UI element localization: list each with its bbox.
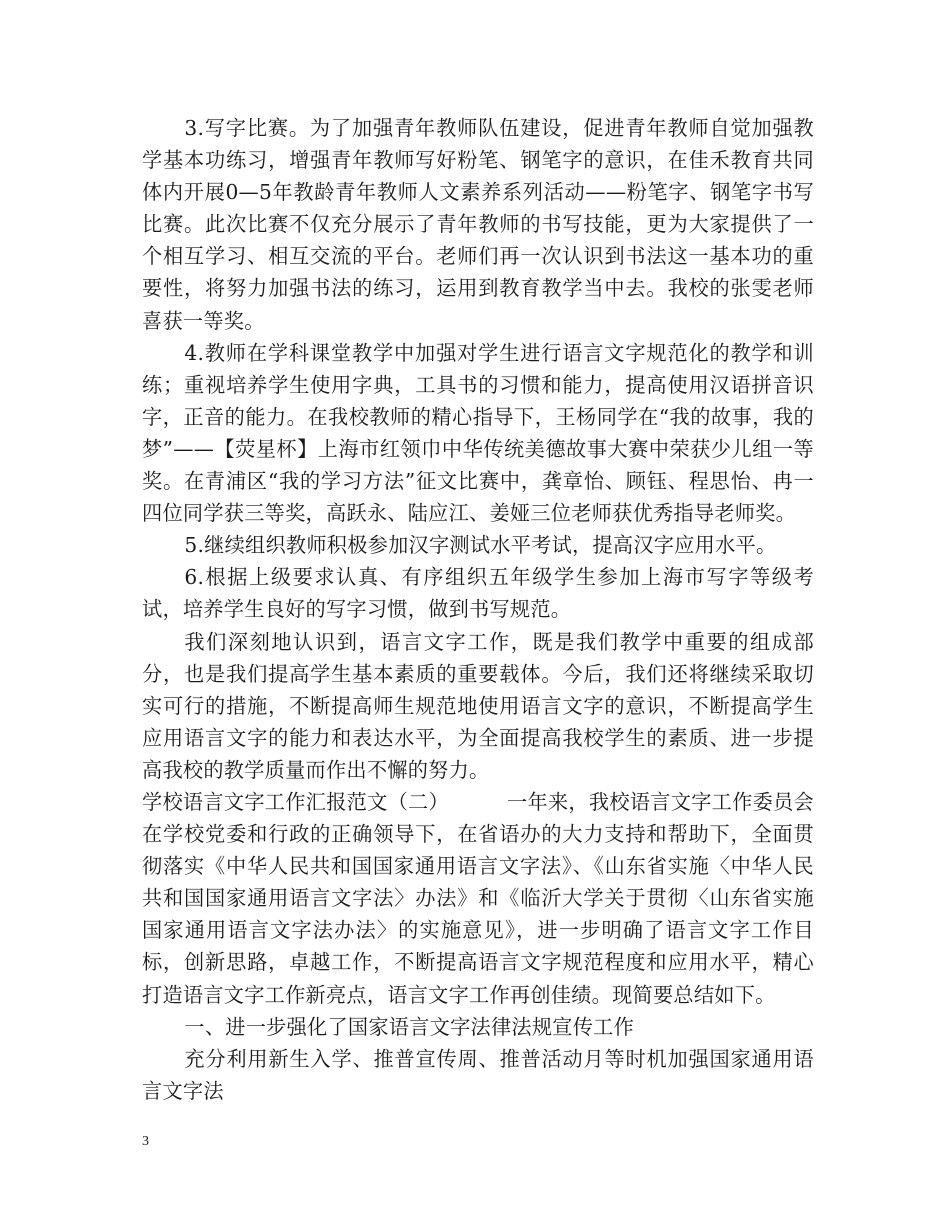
document-page bbox=[142, 112, 814, 1107]
paragraph-writing-contest: 3.写字比赛。为了加强青年教师队伍建设，促进青年教师自觉加强教学基本功练习，增强青年教师写好粉笔、钢笔字的意识，在佳禾教育共同体内开展0—5年教龄青年教师人文素养系列活动——粉笔字、钢笔字书写比赛。此次比赛不仅充分展示了青年教师的书写技能，更为大家提供了一个相互学习、相互交流的平台。老师们再一次认识到书法这一基本功的重要性，将努力加强书法的练习，运用到教育教学当中去。我校的张雯老师喜获一等奖。 bbox=[142, 116, 814, 333]
paragraph-classroom-teaching: 4.教师在学科课堂教学中加强对学生进行语言文字规范化的教学和训练；重视培养学生使用字典，工具书的习惯和能力，提高使用汉语拼音识字，正音的能力。在我校教师的精心指导下，王杨同学在“我的故事，我的梦”——【荧星杯】上海市红领巾中华传统美德故事大赛中荣获少儿组一等奖。在青浦区“我的学习方法”征文比赛中，龚章怡、顾钰、程思怡、冉一四位同学获三等奖，高跃永、陆应江、姜娅三位老师获优秀指导老师奖。 bbox=[142, 340, 814, 526]
paragraph-character-test: 5.继续组织教师积极参加汉字测试水平考试，提高汉字应用水平。 bbox=[184, 533, 777, 558]
section-title: 学校语言文字工作汇报范文（二） bbox=[142, 789, 449, 814]
heading-one: 一、进一步强化了国家语言文字法律法规宣传工作 bbox=[184, 1014, 635, 1039]
section-two-paragraph bbox=[142, 786, 814, 1011]
paragraph-conclusion: 我们深刻地认识到，语言文字工作，既是我们教学中重要的组成部分，也是我们提高学生基本素质的重要载体。今后，我们还将继续采取切实可行的措施，不断提高师生规范地使用语言文字的意识，不断提高学生应用语言文字的能力和表达水平，为全面提高我校学生的素质、进一步提高我校的教学质量而作出不懈的努力。 bbox=[142, 629, 814, 782]
paragraph-writing-exam: 6.根据上级要求认真、有序组织五年级学生参加上海市写字等级考试，培养学生良好的写字习惯，做到书写规范。 bbox=[142, 565, 814, 622]
page-number: 3 bbox=[142, 1134, 149, 1149]
paragraph-last: 充分利用新生入学、推普宣传周、推普活动月等时机加强国家通用语言文字法 bbox=[142, 1046, 814, 1103]
section-body: 一年来，我校语言文字工作委员会在学校党委和行政的正确领导下，在省语办的大力支持和帮助下，全面贯彻落实《中华人民共和国国家通用语言文字法》、《山东省实施〈中华人民共和国国家通用语言文字法〉办法》和《临沂大学关于贯彻〈山东省实施国家通用语言文字法办法〉的实施意见》，进一步明确了语言文字工作目标，创新思路，卓越工作，不断提高语言文字规范程度和应用水平，精心打造语言文字工作新亮点，语言文字工作再创佳绩。现简要总结如下。 bbox=[142, 789, 814, 1007]
